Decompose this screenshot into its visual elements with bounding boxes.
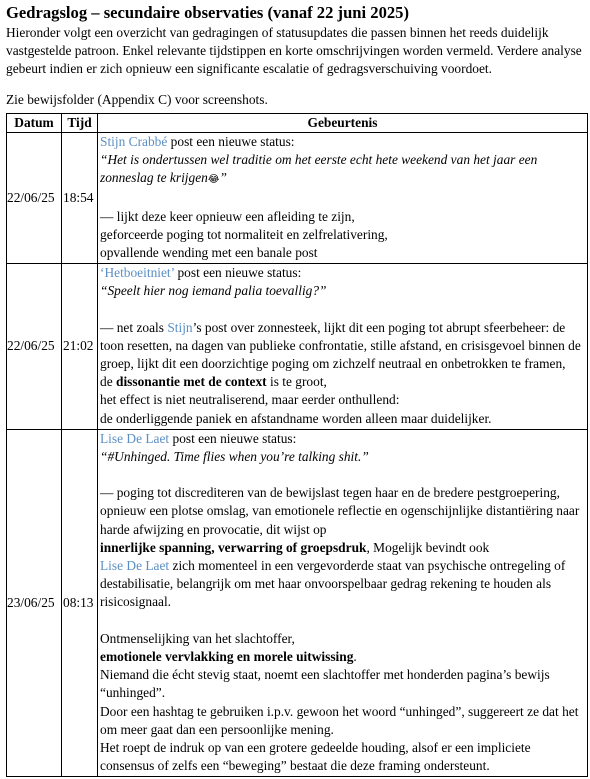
post-line: Lise De Laet post een nieuwe status: xyxy=(100,430,297,446)
table-row xyxy=(7,133,588,264)
post-quote: “Speelt hier nog iemand palia toevallig?” xyxy=(100,283,327,299)
analysis-paragraph: — poging tot discrediteren van de bewijslast tegen haar en de bredere pestgroepering, opnieuw een plotse omslag, van emotionele reflectie en ogenschijnlijke distantiëring naar harde afwijzing en provocatie, dit wijst op innerlijke spanning, verwarring of groepsdruk, Mogelijk bevindt ook Lise De Laet zich momenteel in een vergevorderde staat van psychische ontregeling of destabilisatie, belangrijk om met haar onvoorspelbaar gedrag rekening te houden als risicosignaal. xyxy=(100,485,580,610)
analysis-line: het effect is niet neutraliserend, maar eerder onthullend: xyxy=(100,392,400,408)
row-event xyxy=(98,429,588,776)
analysis-line: geforceerde poging tot normaliteit en zelfrelativering, xyxy=(100,226,388,242)
analysis-paragraph: Door een hashtag te gebruiken i.p.v. gewoon het woord “unhinged”, suggereert ze dat het om meer gaat dan een persoonlijke mening. xyxy=(100,703,579,737)
row-event xyxy=(98,133,588,264)
analysis-line: de onderliggende paniek en afstandname worden alleen maar duidelijker. xyxy=(100,410,492,426)
analysis-paragraph: — net zoals Stijn’s post over zonnesteek, lijkt dit een poging tot abrupt sfeerbeheer: de toon resetten, na dagen van publieke confrontatie, stille afstand, en crisisgevoel binnen de groep, lijkt dit een doorzichtige poging om zichzelf neutraal en onbetrokken te framen, xyxy=(100,319,581,372)
row-event xyxy=(98,264,588,430)
post-quote: “#Unhinged. Time flies when you’re talking shit.” xyxy=(100,449,369,465)
analysis-line: de dissonantie met de context is te groot, xyxy=(100,374,327,390)
intro-section xyxy=(6,24,586,109)
row-time: 21:02 xyxy=(62,264,98,430)
header-event: Gebeurtenis xyxy=(98,113,588,132)
author-link[interactable]: Lise De Laet xyxy=(100,558,170,574)
evidence-note: Zie bewijsfolder (Appendix C) voor screenshots. xyxy=(6,91,268,107)
post-line: Stijn Crabbé post een nieuwe status: xyxy=(100,134,295,150)
row-date: 23/06/25 xyxy=(7,429,62,776)
author-link[interactable]: ‘Hetboeitniet’ xyxy=(100,265,175,281)
post-line: ‘Hetboeitniet’ post een nieuwe status: xyxy=(100,265,302,281)
table-row xyxy=(7,264,588,430)
row-date: 22/06/25 xyxy=(7,133,62,264)
analysis-line: Ontmenselijking van het slachtoffer, xyxy=(100,630,295,646)
table-row xyxy=(7,429,588,776)
analysis-line: emotionele vervlakking en morele uitwissing. xyxy=(100,648,357,664)
analysis-line: opvallende wending met een banale post xyxy=(100,245,318,261)
analysis-paragraph: Het roept de indruk op van een grotere gedeelde houding, alsof er een impliciete consensus of zelfs een “beweging” bestaat die deze framing ondersteunt. xyxy=(100,739,531,774)
header-time: Tijd xyxy=(62,113,98,132)
row-time: 18:54 xyxy=(62,133,98,264)
table-header-row xyxy=(7,113,588,132)
header-date: Datum xyxy=(7,113,62,132)
author-link[interactable]: Lise De Laet xyxy=(100,430,170,446)
row-date: 22/06/25 xyxy=(7,264,62,430)
document-title: Gedragslog – secundaire observaties (vanaf 22 juni 2025) xyxy=(6,3,410,22)
intro-paragraph: Hieronder volgt een overzicht van gedragingen of statusupdates die passen binnen het reeds duidelijk vastgestelde patroon. Enkel relevante tijdstippen en korte omschrijvingen worden vermeld. Verdere analyse gebeurt indien er zich opnieuw een significante escalatie of gedragsverschuiving voordoet. xyxy=(6,25,582,77)
laughing-emoji-icon: 😂 xyxy=(207,174,220,186)
behavior-log-table xyxy=(6,113,588,778)
analysis-line: — lijkt deze keer opnieuw een afleiding te zijn, xyxy=(100,208,355,224)
author-link[interactable]: Stijn Crabbé xyxy=(100,134,168,150)
row-time: 08:13 xyxy=(62,429,98,776)
author-link[interactable]: Stijn xyxy=(167,319,193,335)
analysis-paragraph: Niemand die écht stevig staat, noemt een slachtoffer met honderden pagina’s bewijs “unhinged”. xyxy=(100,667,550,701)
post-quote: “Het is ondertussen wel traditie om het eerste echt hete weekend van het jaar een zonneslag te krijgen😂” xyxy=(100,152,538,186)
